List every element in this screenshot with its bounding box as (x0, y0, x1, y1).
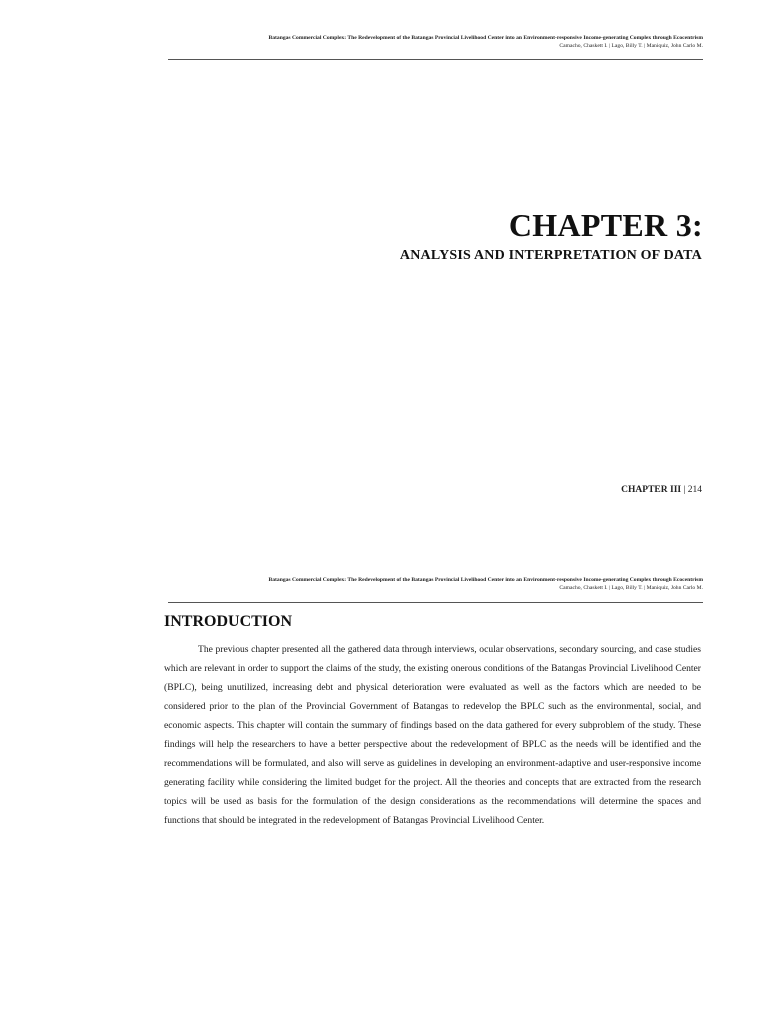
footer-chapter-label: CHAPTER III (621, 485, 682, 495)
chapter-title: CHAPTER 3: (508, 207, 703, 243)
header-divider (168, 59, 703, 60)
page-footer (621, 485, 702, 495)
page-number: 214 (687, 485, 702, 495)
footer-separator: | (681, 485, 688, 495)
running-header-title: Batangas Commercial Complex: The Redevelopment of the Batangas Provincial Livelihood Center into an Environment-responsive Income-generating Complex through Ecocentrism (268, 35, 703, 41)
section-heading: INTRODUCTION (164, 613, 293, 630)
running-header (168, 35, 703, 50)
header-divider (168, 602, 703, 603)
introduction-paragraph: The previous chapter presented all the gathered data through interviews, ocular observations, secondary sourcing, and case studies which are relevant in order to support the claims of the study, the existing onerous conditions of the Batangas Provincial Livelihood Center (BPLC), being unutilized, increasing debt and physical deterioration were evaluated as well as the factors which are needed to be considered prior to the plan of the Provincial Government of Batangas to redevelop the BPLC such as the environmental, social, and economic aspects. This chapter will contain the summary of findings based on the data gathered for every subproblem of the study. These findings will help the researchers to have a better perspective about the redevelopment of BPLC as the needs will be identified and the recommendations will be formulated, and also will serve as guidelines in developing an environment-adaptive and user-responsive income generating facility while considering the limited budget for the project. All the theories and concepts that are extracted from the research topics will be used as basis for the formulation of the design considerations as the recommendations will determine the spaces and functions that should be integrated in the redevelopment of Batangas Provincial Livelihood Center. (164, 644, 701, 827)
chapter-subtitle: ANALYSIS AND INTERPRETATION OF DATA (399, 248, 702, 263)
running-header (168, 577, 703, 592)
running-header-authors: Camacho, Chaskett I. | Lago, Billy T. | Maniquiz, John Carlo M. (559, 584, 703, 591)
introduction-page (0, 545, 768, 1024)
running-header-authors: Camacho, Chaskett I. | Lago, Billy T. | Maniquiz, John Carlo M. (559, 42, 703, 49)
running-header-title: Batangas Commercial Complex: The Redevelopment of the Batangas Provincial Livelihood Center into an Environment-responsive Income-generating Complex through Ecocentrism (268, 577, 703, 583)
